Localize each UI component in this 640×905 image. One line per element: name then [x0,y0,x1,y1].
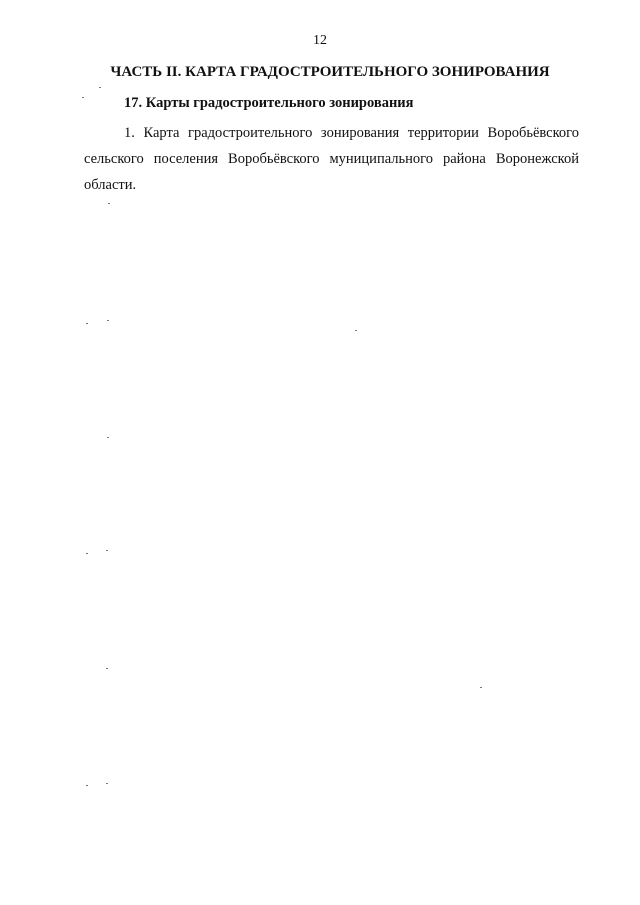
page-number: 12 [313,33,327,48]
scan-speck [86,553,88,554]
scan-speck [86,323,88,324]
scan-speck [107,320,109,321]
section-heading: 17. Карты градостроительного зонирования [124,95,414,111]
scan-speck [480,687,482,688]
scan-speck [106,550,108,551]
part-title: ЧАСТЬ II. КАРТА ГРАДОСТРОИТЕЛЬНОГО ЗОНИРОВАНИЯ [110,64,550,80]
body-paragraph: 1. Карта градостроительного зонирования территории Воробьёвского сельского поселения Воробьёвского муниципального района Воронежской области. [84,125,579,193]
scan-speck [106,668,108,669]
scan-speck [108,203,110,204]
scan-speck [99,87,101,88]
scan-speck [107,437,109,438]
scan-speck [355,330,357,331]
scan-speck [106,783,108,784]
scan-speck [86,785,88,786]
scan-speck [82,97,84,98]
